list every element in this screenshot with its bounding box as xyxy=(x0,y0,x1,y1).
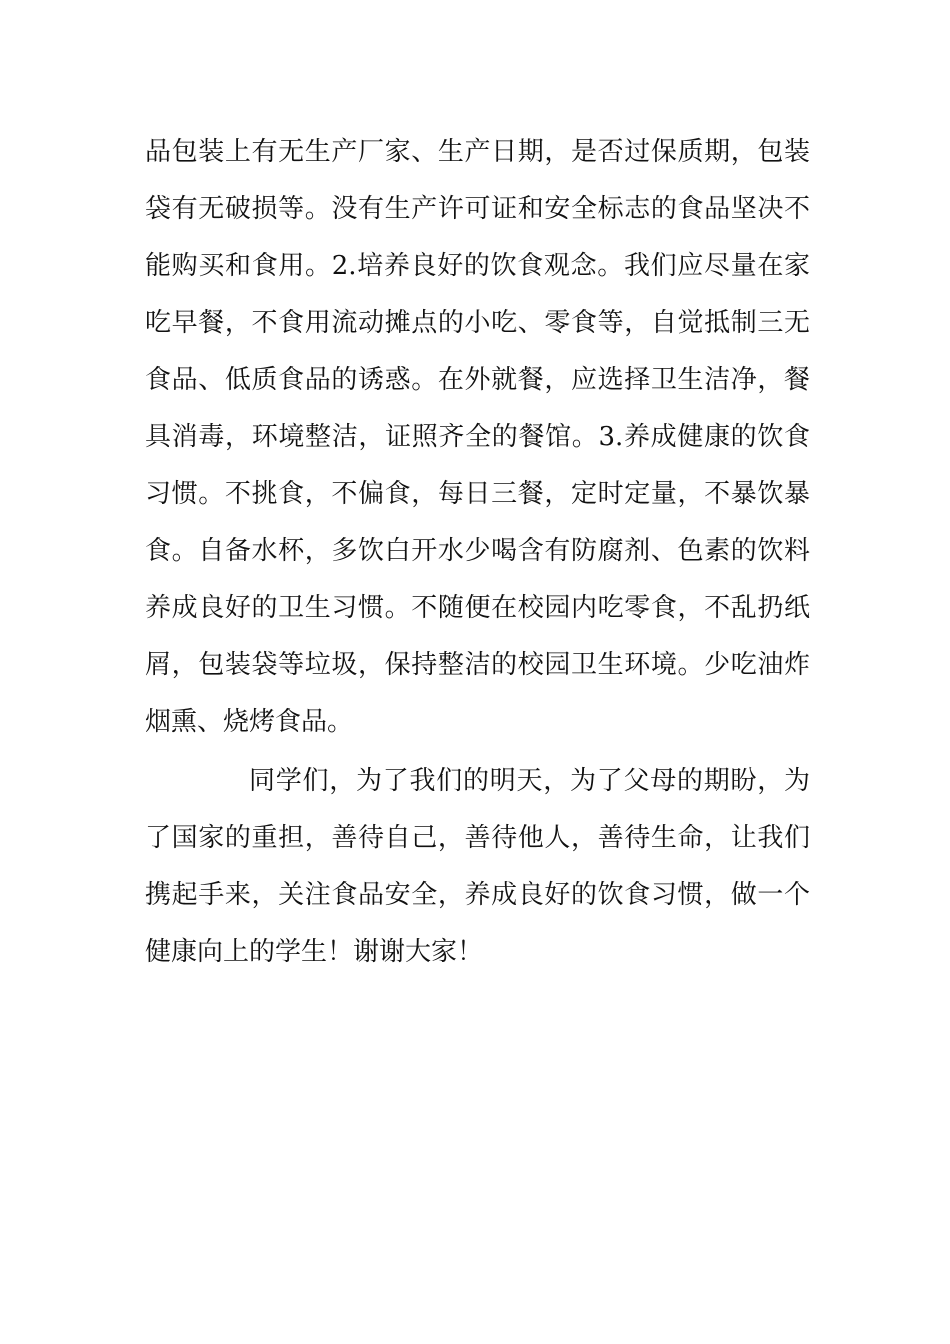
text-line: 了国家的重担，善待自己，善待他人，善待生命，让我们 xyxy=(145,823,810,853)
text-line: 食。自备水杯，多饮白开水少喝含有防腐剂、色素的饮料 xyxy=(145,536,810,566)
text-line: 携起手来，关注食品安全，养成良好的饮食习惯，做一个 xyxy=(145,880,810,910)
text-line: 具消毒，环境整洁，证照齐全的餐馆。3.养成健康的饮食 xyxy=(145,422,810,452)
text-line: 烟熏、烧烤食品。 xyxy=(145,707,354,737)
text-line: 习惯。不挑食，不偏食，每日三餐，定时定量，不暴饮暴 xyxy=(145,479,810,509)
text-line: 食品、低质食品的诱惑。在外就餐，应选择卫生洁净，餐 xyxy=(145,365,810,395)
text-line: 屑，包装袋等垃圾，保持整洁的校园卫生环境。少吃油炸 xyxy=(145,650,810,680)
text-line: 袋有无破损等。没有生产许可证和安全标志的食品坚决不 xyxy=(145,194,810,224)
text-line: 同学们，为了我们的明天，为了父母的期盼，为 xyxy=(249,766,810,796)
paragraph-food-safety-tips xyxy=(145,124,810,751)
text-line: 养成良好的卫生习惯。不随便在校园内吃零食，不乱扔纸 xyxy=(145,593,810,623)
text-line: 能购买和食用。2.培养良好的饮食观念。我们应尽量在家 xyxy=(145,251,810,281)
text-line: 品包装上有无生产厂家、生产日期，是否过保质期，包装 xyxy=(145,137,810,167)
text-line: 健康向上的学生！谢谢大家！ xyxy=(145,937,484,967)
text-line: 吃早餐，不食用流动摊点的小吃、零食等，自觉抵制三无 xyxy=(145,308,810,338)
paragraph-closing-remarks xyxy=(145,753,810,981)
